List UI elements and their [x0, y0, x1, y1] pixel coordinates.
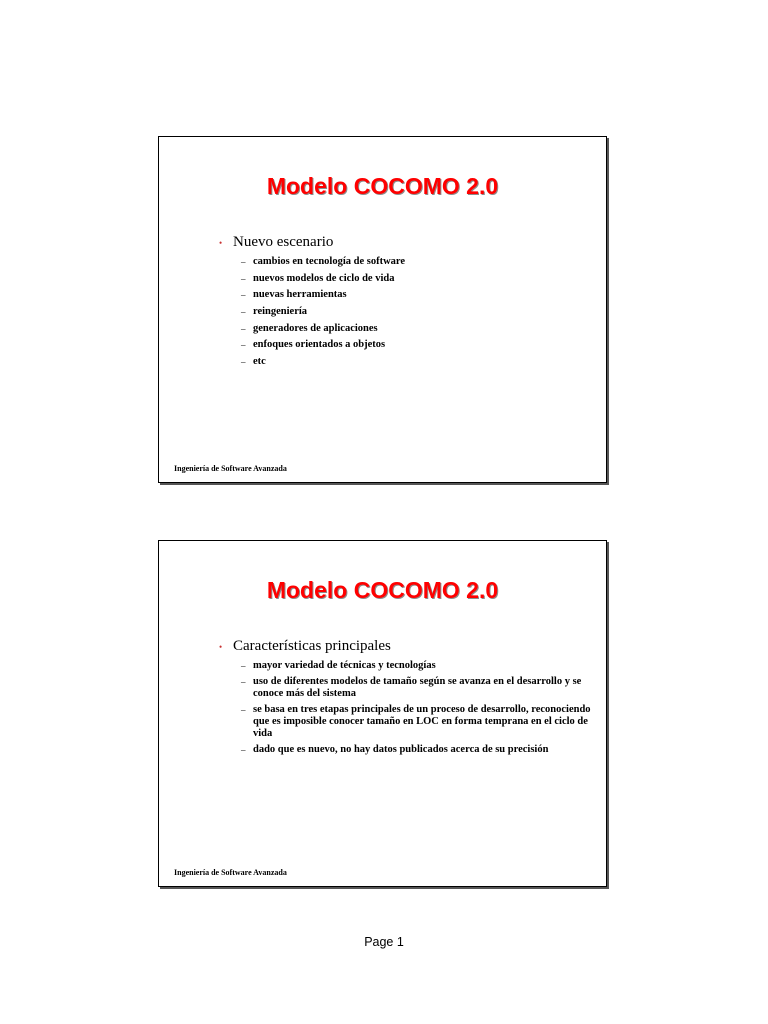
bullet-text: Características principales: [233, 638, 391, 654]
dash-icon: –: [241, 307, 246, 318]
list-item: [241, 273, 601, 285]
dash-icon: –: [241, 705, 246, 715]
list-item-text: cambios en tecnología de software: [253, 256, 406, 267]
list-item: [241, 323, 601, 335]
slide-title: Modelo COCOMO 2.0: [266, 173, 499, 199]
slide-1: [158, 136, 607, 483]
list-item-text: generadores de aplicaciones: [253, 322, 378, 334]
dash-icon: –: [241, 661, 246, 671]
dash-icon: –: [241, 340, 246, 351]
sub-item-list: [241, 256, 601, 373]
list-item: [241, 339, 601, 351]
list-item: [241, 744, 601, 756]
list-item-text: uso de diferentes modelos de tamaño según se avanza en el desarrollo y se conoce más del sistema: [253, 676, 582, 699]
dash-icon: –: [241, 257, 246, 267]
list-item: [241, 660, 601, 672]
list-item-text: nuevos modelos de ciclo de vida: [253, 272, 395, 284]
slide-footer: Ingeniería de Software Avanzada: [174, 868, 287, 877]
bullet-dot-icon: •: [219, 642, 223, 652]
bullet-heading: [219, 638, 391, 655]
list-item-text: mayor variedad de técnicas y tecnologías: [253, 660, 436, 671]
list-item: [241, 289, 601, 301]
bullet-text: Nuevo escenario: [233, 234, 334, 250]
slide-title: Modelo COCOMO 2.0: [266, 577, 499, 603]
dash-icon: –: [241, 323, 246, 334]
bullet-heading: [219, 234, 333, 251]
dash-icon: –: [241, 745, 246, 755]
dash-icon: –: [241, 677, 246, 687]
list-item: [241, 356, 601, 368]
page-number: Page 1: [364, 935, 404, 949]
list-item-text: reingeniería: [253, 306, 308, 318]
list-item-text: enfoques orientados a objetos: [253, 339, 386, 351]
slide-footer: Ingeniería de Software Avanzada: [174, 464, 287, 473]
dash-icon: –: [241, 357, 246, 368]
list-item-text: nuevas herramientas: [253, 289, 347, 301]
list-item: [241, 306, 601, 318]
bullet-dot-icon: •: [219, 238, 223, 248]
list-item-text: se basa en tres etapas principales de un proceso de desarrollo, reconociendo que es imposible conocer tamaño en LOC en forma temprana en el ciclo de vida: [253, 704, 591, 739]
list-item: [241, 704, 601, 740]
slide-2: [158, 540, 607, 887]
list-item: [241, 256, 601, 268]
list-item: [241, 676, 601, 700]
list-item-text: etc: [253, 356, 266, 368]
list-item-text: dado que es nuevo, no hay datos publicados acerca de su precisión: [253, 744, 549, 755]
dash-icon: –: [241, 273, 246, 284]
dash-icon: –: [241, 290, 246, 301]
sub-item-list: [241, 660, 601, 760]
